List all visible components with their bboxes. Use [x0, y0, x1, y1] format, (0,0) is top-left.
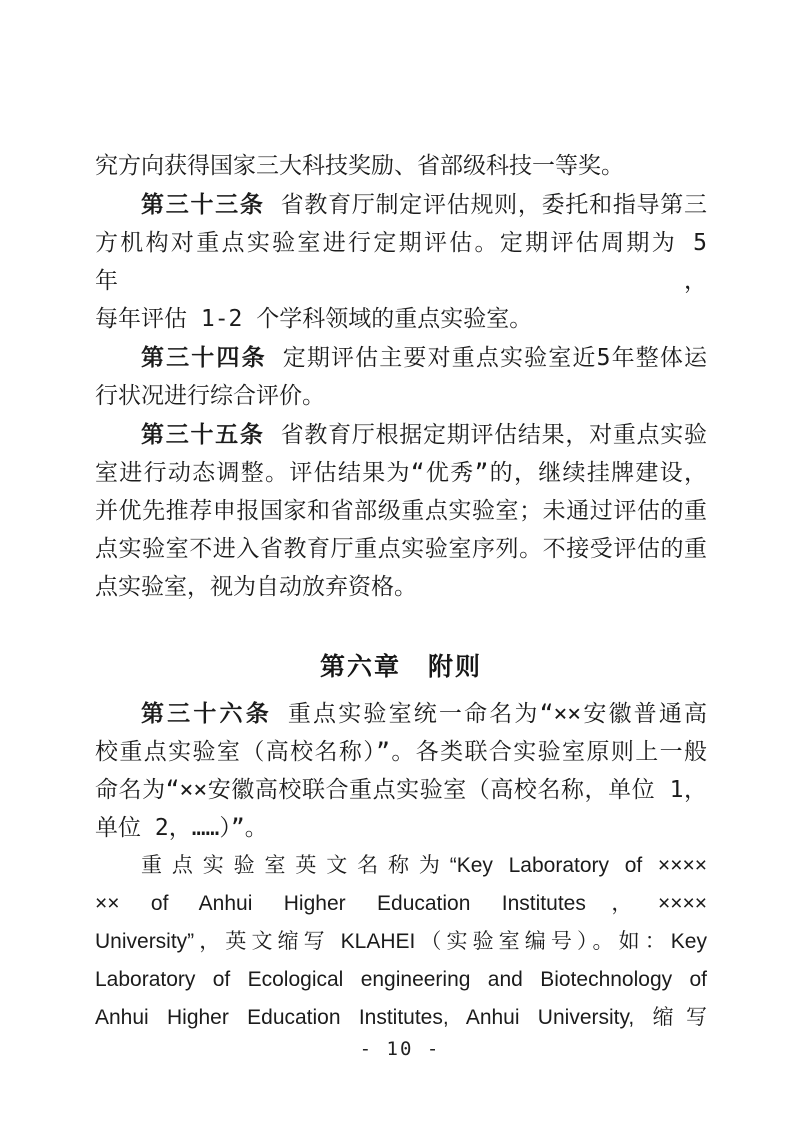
text-line [95, 185, 707, 224]
text-line: 命名为“××安徽高校联合重点实验室（高校名称，单位 1， [95, 777, 707, 803]
text-line: 点实验室，视为自动放弃资格。 [95, 574, 417, 600]
text-line: ×× of Anhui Higher Education Institutes，×××× [95, 892, 707, 915]
text-line: 点实验室不进入省教育厅重点实验室序列。不接受评估的重 [95, 536, 707, 562]
text-line: University”，英文缩写 KLAHEI（实验室编号）。如：Key [95, 930, 707, 953]
text-line [95, 415, 707, 454]
article-number: 第三十三条 [141, 191, 265, 217]
text-line: 并优先推荐申报国家和省部级重点实验室；未通过评估的重 [95, 498, 707, 524]
line-text: 定期评估主要对重点实验室近5年整体运 [282, 345, 707, 371]
text-line [95, 694, 707, 733]
text-line [95, 338, 707, 377]
article-number: 第三十六条 [141, 700, 272, 726]
text-line: 校重点实验室（高校名称）”。各类联合实验室原则上一般 [95, 739, 707, 765]
text-line: 室进行动态调整。评估结果为“优秀”的，继续挂牌建设， [95, 460, 707, 486]
text-line: 单位 2，……）”。 [95, 815, 268, 841]
line-text: 重点实验室统一命名为“××安徽普通高 [287, 701, 708, 727]
text-line: 方机构对重点实验室进行定期评估。定期评估周期为 5 年， [95, 230, 707, 294]
chapter-heading: 第六章 附则 [319, 653, 482, 681]
article-number: 第三十四条 [141, 344, 267, 370]
article-number: 第三十五条 [141, 421, 265, 447]
text-line: Laboratory of Ecological engineering and Biotechnology of [95, 968, 707, 991]
text-line: 行状况进行综合评价。 [95, 383, 325, 409]
text-line: 每年评估 1-2 个学科领域的重点实验室。 [95, 306, 533, 332]
text-line: Anhui Higher Education Institutes, Anhui University, 缩写 [95, 1006, 707, 1029]
text-line: 重点实验室英文名称为“Key Laboratory of ×××× [141, 854, 707, 877]
page-number: - 10 - [359, 1038, 441, 1060]
document-body [95, 147, 707, 1037]
text-line: 究方向获得国家三大科技奖励、省部级科技一等奖。 [95, 153, 624, 179]
line-text: 省教育厅制定评估规则，委托和指导第三 [280, 192, 708, 218]
line-text: 省教育厅根据定期评估结果，对重点实验 [280, 422, 708, 448]
